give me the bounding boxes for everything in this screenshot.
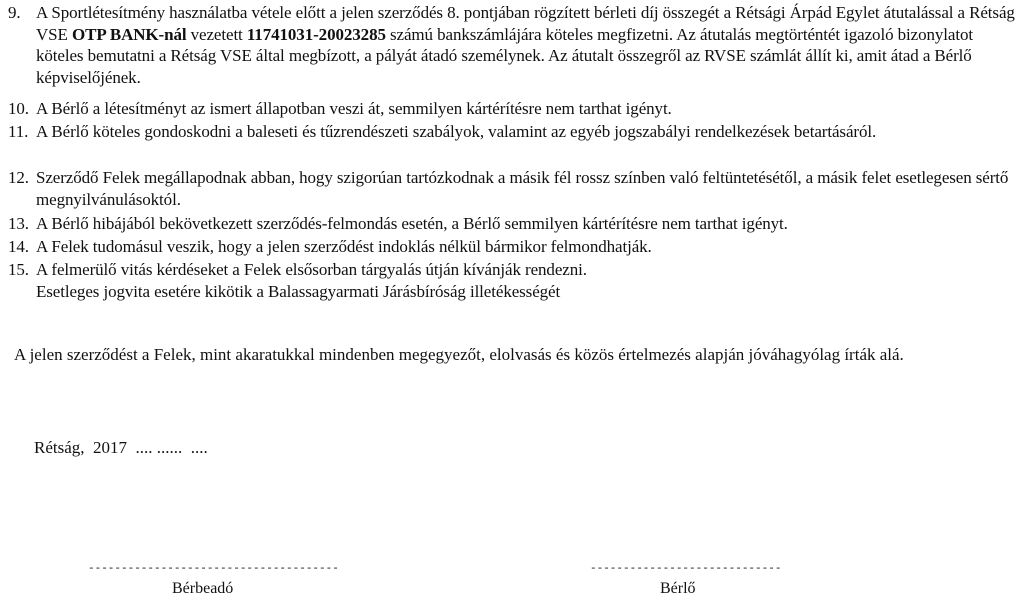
date-line: Rétság, 2017 .... ...... ....: [34, 438, 208, 457]
clause-text: A Felek tudomásul veszik, hogy a jelen szerződést indoklás nélkül bármikor felmondhatják.: [36, 237, 652, 256]
clause-number: 10.: [8, 99, 29, 118]
signature-line-lessee: -----------------------------: [590, 563, 782, 575]
clause-number: 13.: [8, 214, 29, 233]
signature-label-lessee: Bérlő: [660, 580, 696, 597]
clause-text: Szerződő Felek megállapodnak abban, hogy szigorúan tartózkodnak a másik fél rossz színben való feltüntetésétől, a másik felet esetlegesen sértő megnyilvánulásoktól.: [36, 168, 1009, 209]
clause-text: A Bérlő a létesítményt az ismert állapotban veszi át, semmilyen kártérítésre nem tarthat igényt.: [36, 99, 672, 118]
account-number: 11741031-20023285: [246, 24, 386, 44]
clause-9: [8, 2, 1016, 88]
clause-number: 12.: [8, 168, 29, 187]
clause-text-part: számú bankszámlájára köteles megfizetni. Az átutalás megtörténtét igazoló bizonylatot köteles bemutatni a Rétság VSE által megbízott, a pályát átadó személynek. Az átutalt összegről az RVSE számlát állít ki, amit átad a Bérlő képviselőjének.: [36, 24, 974, 87]
clause-12: [8, 167, 1016, 210]
clause-text-extra: Esetleges jogvita esetére kikötik a Balassagyarmati Járásbíróság illetékességét: [36, 281, 561, 301]
clause-13: [8, 213, 1016, 235]
closing-paragraph: A jelen szerződést a Felek, mint akaratukkal mindenben megegyezőt, elolvasás és közös értelmezés alapján jóváhagyólag írták alá.: [14, 345, 904, 364]
clause-number: 11.: [8, 122, 29, 141]
clause-14: [8, 236, 1016, 258]
clause-text: A Bérlő hibájából bekövetkezett szerződés-felmondás esetén, a Bérlő semmilyen kártérítésre nem tarthat igényt.: [36, 214, 788, 233]
clause-text: A Bérlő köteles gondoskodni a baleseti és tűzrendészeti szabályok, valamint az egyéb jogszabályi rendelkezések betartásáról.: [36, 122, 877, 141]
clause-text: [36, 2, 1016, 88]
clause-15: [8, 259, 1016, 302]
bank-name: OTP BANK-nál: [71, 24, 187, 44]
clause-text-part: vezetett: [186, 24, 247, 44]
signature-line-lessor: --------------------------------------: [88, 563, 339, 575]
clause-text: A felmerülő vitás kérdéseket a Felek elsősorban tárgyalás útján kívánják rendezni.: [36, 260, 587, 279]
clause-number: 14.: [8, 237, 29, 256]
clause-number: 15.: [8, 260, 29, 279]
clause-11: [8, 121, 1016, 143]
clause-number: 9.: [8, 3, 21, 22]
signature-label-lessor: Bérbeadó: [172, 580, 234, 597]
clause-text-part: A Sportlétesítmény használatba vétele előtt a jelen szerződés 8. pontjában rögzített bérleti díj összegét a Rétsági Árpád Egylet átutalással a Rétság VSE: [36, 3, 1015, 44]
clause-10: [8, 98, 1016, 120]
